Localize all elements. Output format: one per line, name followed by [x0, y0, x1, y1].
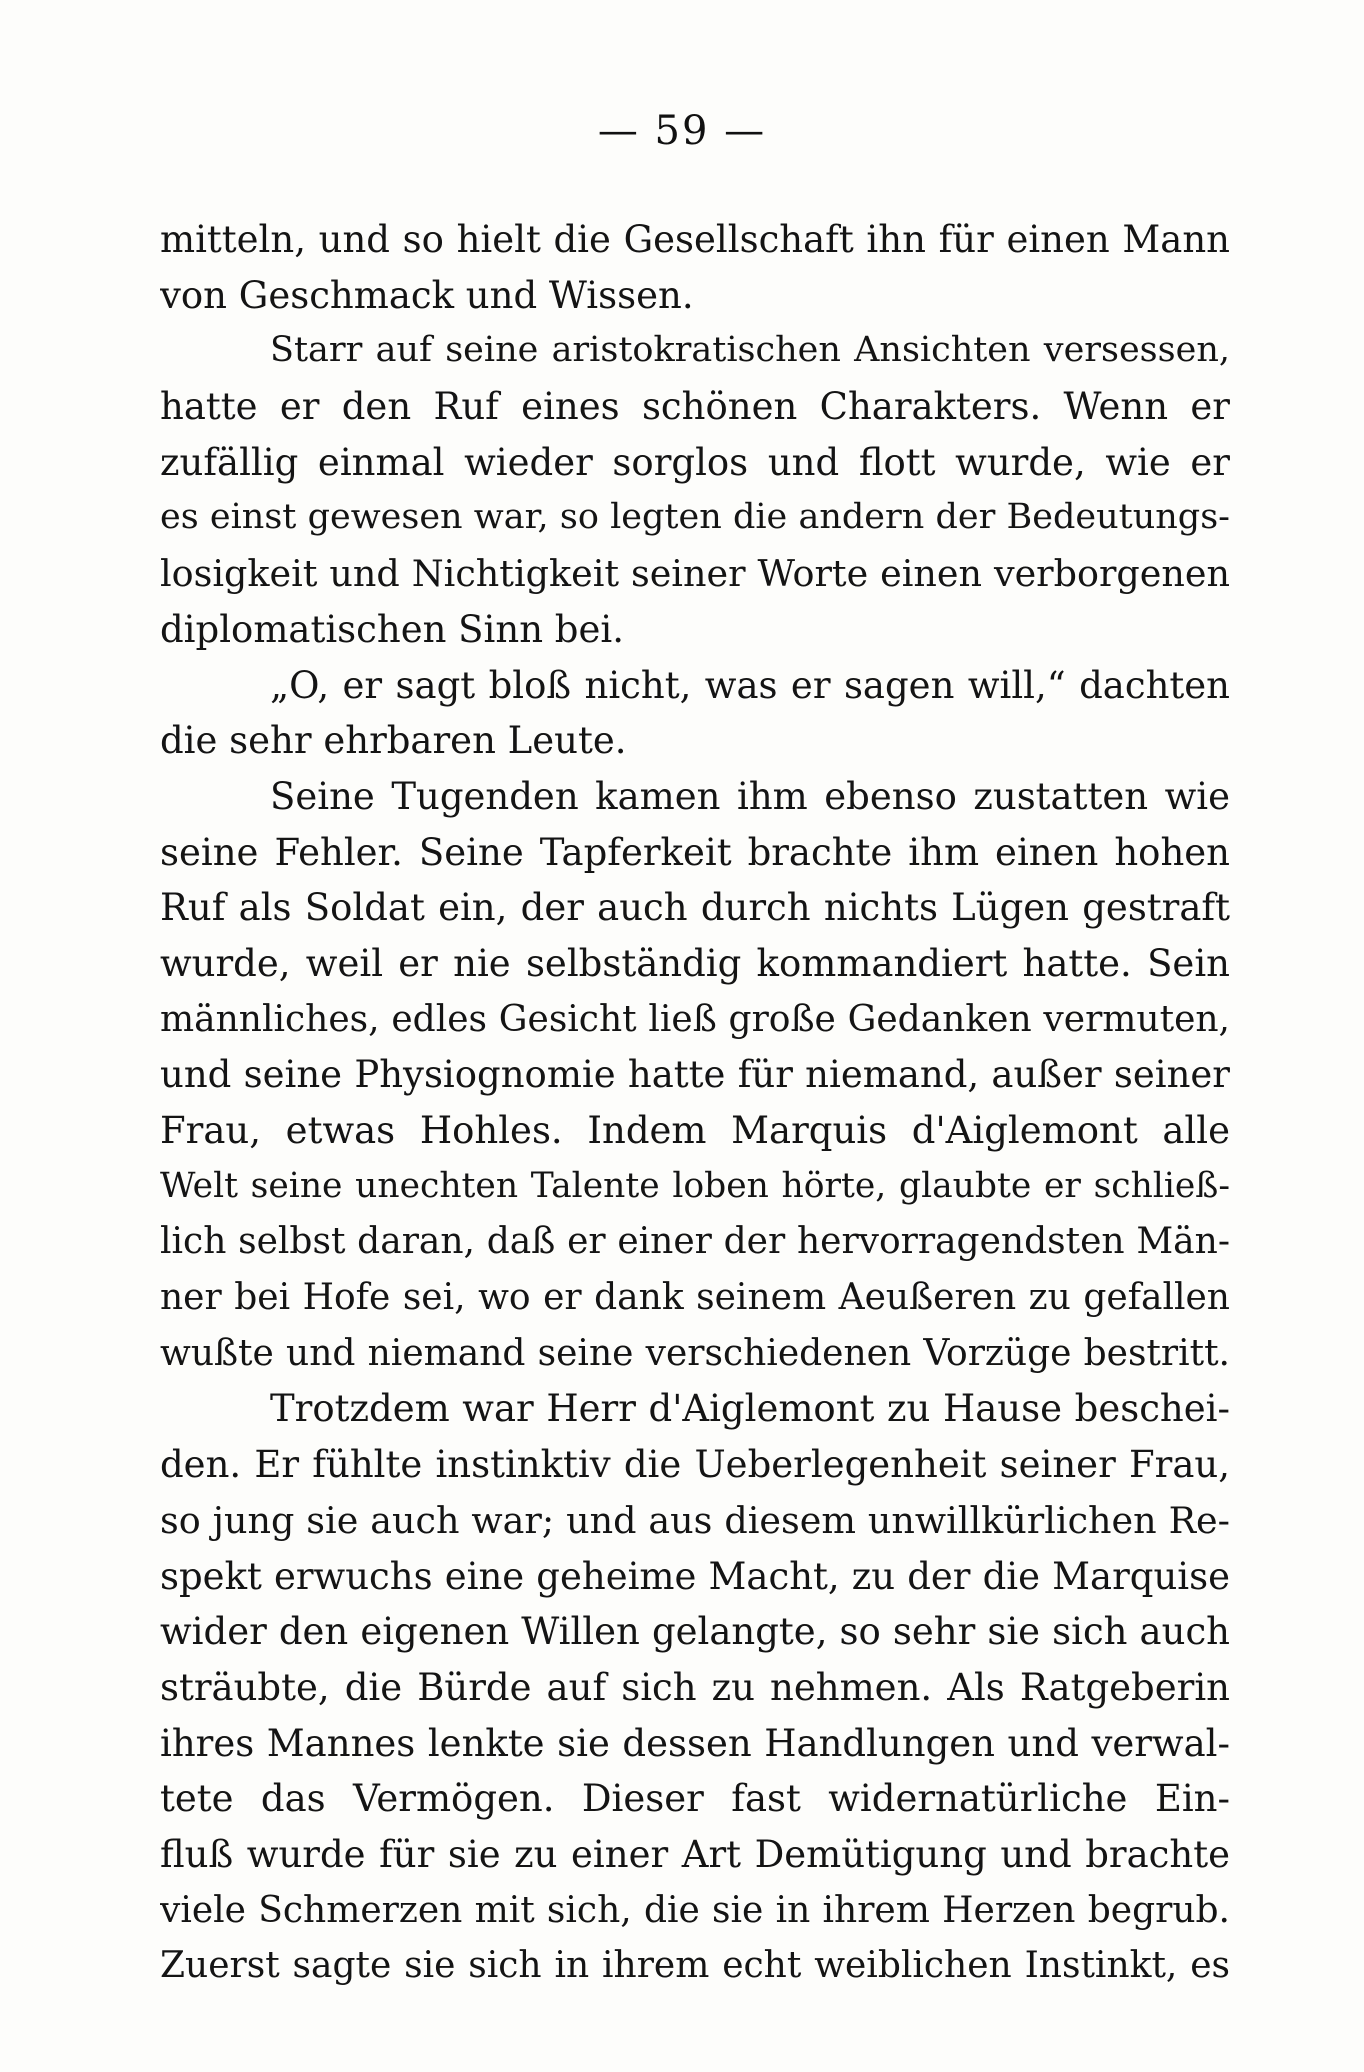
text-line: losigkeit und Nichtigkeit seiner Worte einen verborgenen [160, 552, 1230, 596]
text-line: spekt erwuchs eine geheime Macht, zu der die Marquise [160, 1554, 1230, 1598]
text-line: so jung sie auch war; und aus diesem unwillkürlichen Re- [160, 1498, 1230, 1542]
text-line: seine Fehler. Seine Tapferkeit brachte ihm einen hohen [160, 830, 1230, 874]
text-line: es einst gewesen war, so legten die andern der Bedeutungs- [160, 497, 1230, 538]
text-line: wider den eigenen Willen gelangte, so sehr sie sich auch [160, 1610, 1230, 1654]
text-line: ihres Mannes lenkte sie dessen Handlungen und verwal- [160, 1721, 1230, 1765]
text-line: mitteln, und so hielt die Gesellschaft ihn für einen Mann [160, 218, 1230, 261]
text-line: wußte und niemand seine verschiedenen Vorzüge bestritt. [160, 1332, 1230, 1374]
text-line: tete das Vermögen. Dieser fast widernatürliche Ein- [160, 1777, 1230, 1821]
text-line: die sehr ehrbaren Leute. [160, 719, 627, 763]
text-line: sträubte, die Bürde auf sich zu nehmen. Als Ratgeberin [160, 1665, 1230, 1709]
text-line: Welt seine unechten Talente loben hörte, glaubte er schließ- [160, 1165, 1230, 1206]
text-line: den. Er fühlte instinktiv die Ueberlegenheit seiner Frau, [160, 1443, 1230, 1487]
text-line: „O, er sagt bloß nicht, was er sagen will,“ dachten [270, 663, 1230, 707]
text-line: ner bei Hofe sei, wo er dank seinem Aeußeren zu gefallen [160, 1277, 1230, 1319]
text-line: Zuerst sagte sie sich in ihrem echt weiblichen Instinkt, es [160, 1945, 1230, 1987]
page-number: — 59 — [597, 108, 767, 154]
text-line: Seine Tugenden kamen ihm ebenso zustatten wie [270, 774, 1230, 818]
text-line: und seine Physiognomie hatte für niemand, außer seiner [160, 1053, 1230, 1097]
body-text [160, 212, 1230, 1994]
text-line: von Geschmack und Wissen. [160, 273, 694, 317]
text-line: Frau, etwas Hohles. Indem Marquis d'Aiglemont alle [160, 1109, 1230, 1152]
text-line: Ruf als Soldat ein, der auch durch nichts Lügen gestraft [160, 886, 1230, 930]
text-line: Trotzdem war Herr d'Aiglemont zu Hause beschei- [270, 1387, 1230, 1431]
text-line: Starr auf seine aristokratischen Ansichten versessen, [270, 330, 1230, 371]
text-line: lich selbst daran, daß er einer der hervorragendsten Män- [160, 1221, 1230, 1263]
text-line: viele Schmerzen mit sich, die sie in ihrem Herzen begrub. [160, 1889, 1230, 1931]
text-line: fluß wurde für sie zu einer Art Demütigung und brachte [160, 1832, 1230, 1876]
text-line: diplomatischen Sinn bei. [160, 607, 624, 651]
text-line: wurde, weil er nie selbständig kommandiert hatte. Sein [160, 941, 1230, 985]
text-line: hatte er den Ruf eines schönen Charakters. Wenn er [160, 385, 1230, 429]
text-line: zufällig einmal wieder sorglos und flott wurde, wie er [160, 440, 1230, 484]
text-line: männliches, edles Gesicht ließ große Gedanken vermuten, [160, 998, 1230, 1040]
